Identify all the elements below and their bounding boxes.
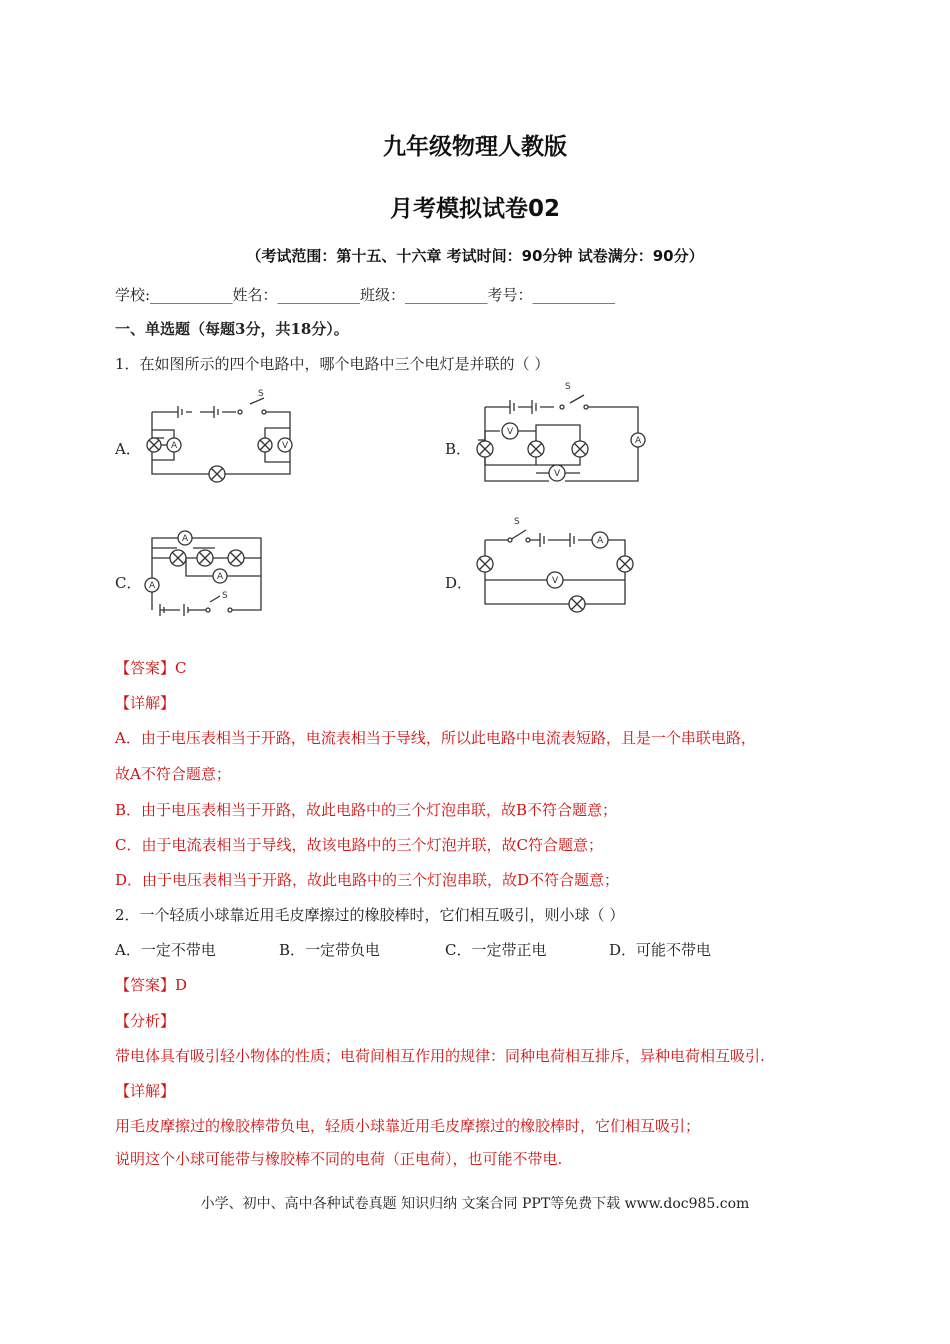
q1-detail-line: D．由于电压表相当于开路，故此电路中的三个灯泡串联，故D不符合题意； [115,871,620,889]
page-footer: 小学、初中、高中各种试卷真题 知识归纳 文案合同 PPT等免费下载 www.doc985.com [200,1196,750,1212]
q1-option-b-label: B． [445,440,472,458]
svg-text:S: S [565,382,571,392]
switch-label: S [258,389,264,399]
circuit-diagram-d [470,512,640,612]
q1-detail-line: B．由于电压表相当于开路，故此电路中的三个灯泡串联，故B不符合题意； [115,801,618,819]
q2-detail-tag: 【详解】 [115,1082,176,1100]
svg-text:V: V [507,427,514,437]
svg-text:A: A [182,534,189,544]
question-1-stem: 1．在如图所示的四个电路中，哪个电路中三个电灯是并联的（ ） [115,355,550,373]
q2-analysis-tag: 【分析】 [115,1012,176,1030]
q1-option-c-label: C． [115,574,142,592]
svg-text:V: V [554,469,561,479]
q2-detail-line: 说明这个小球可能带与橡胶棒不同的电荷（正电荷），也可能不带电. [115,1150,563,1168]
q2-answer: 【答案】D [115,976,188,994]
q1-option-d-label: D． [445,574,473,592]
svg-text:A: A [149,581,156,591]
svg-text:S: S [514,517,520,527]
exam-scope: （考试范围：第十五、十六章 考试时间：90分钟 试卷满分：90分） [246,247,704,265]
circuit-diagram-b [470,382,650,490]
circuit-diagram-c [140,528,270,618]
exam-title: 九年级物理人教版 [383,134,567,160]
svg-text:A: A [217,572,224,582]
svg-text:A: A [171,441,178,451]
q1-detail-line: 故A不符合题意； [115,765,231,783]
svg-text:V: V [282,441,289,451]
svg-text:A: A [597,536,604,546]
exam-subtitle: 月考模拟试卷02 [389,196,560,222]
q2-option-d: D．可能不带电 [609,941,712,959]
section-heading: 一、单选题（每题3分，共18分）。 [115,320,349,338]
svg-text:S: S [222,591,228,601]
circuit-diagram-a [140,389,300,488]
q2-option-b: B．一定带负电 [279,941,381,959]
q1-detail-line: C．由于电流表相当于导线，故该电路中的三个灯泡并联，故C符合题意； [115,836,603,854]
student-info-line: 学校:___________姓名：___________班级：___________考号：___________ [115,286,616,304]
q2-option-a: A．一定不带电 [115,941,216,959]
svg-text:V: V [552,576,559,586]
q2-analysis-text: 带电体具有吸引轻小物体的性质；电荷间相互作用的规律：同种电荷相互排斥，异种电荷相互吸引. [115,1047,765,1065]
q1-detail-line: A．由于电压表相当于开路，电流表相当于导线，所以此电路中电流表短路，且是一个串联电路， [115,729,756,747]
q2-option-c: C．一定带正电 [445,941,547,959]
q1-answer: 【答案】C [115,659,187,677]
svg-text:A: A [635,436,642,446]
q1-option-a-label: A． [115,440,141,458]
q1-detail-tag: 【详解】 [115,694,176,712]
q2-detail-line: 用毛皮摩擦过的橡胶棒带负电，轻质小球靠近用毛皮摩擦过的橡胶棒时，它们相互吸引； [115,1117,701,1135]
question-2-stem: 2．一个轻质小球靠近用毛皮摩擦过的橡胶棒时，它们相互吸引，则小球（ ） [115,906,625,924]
